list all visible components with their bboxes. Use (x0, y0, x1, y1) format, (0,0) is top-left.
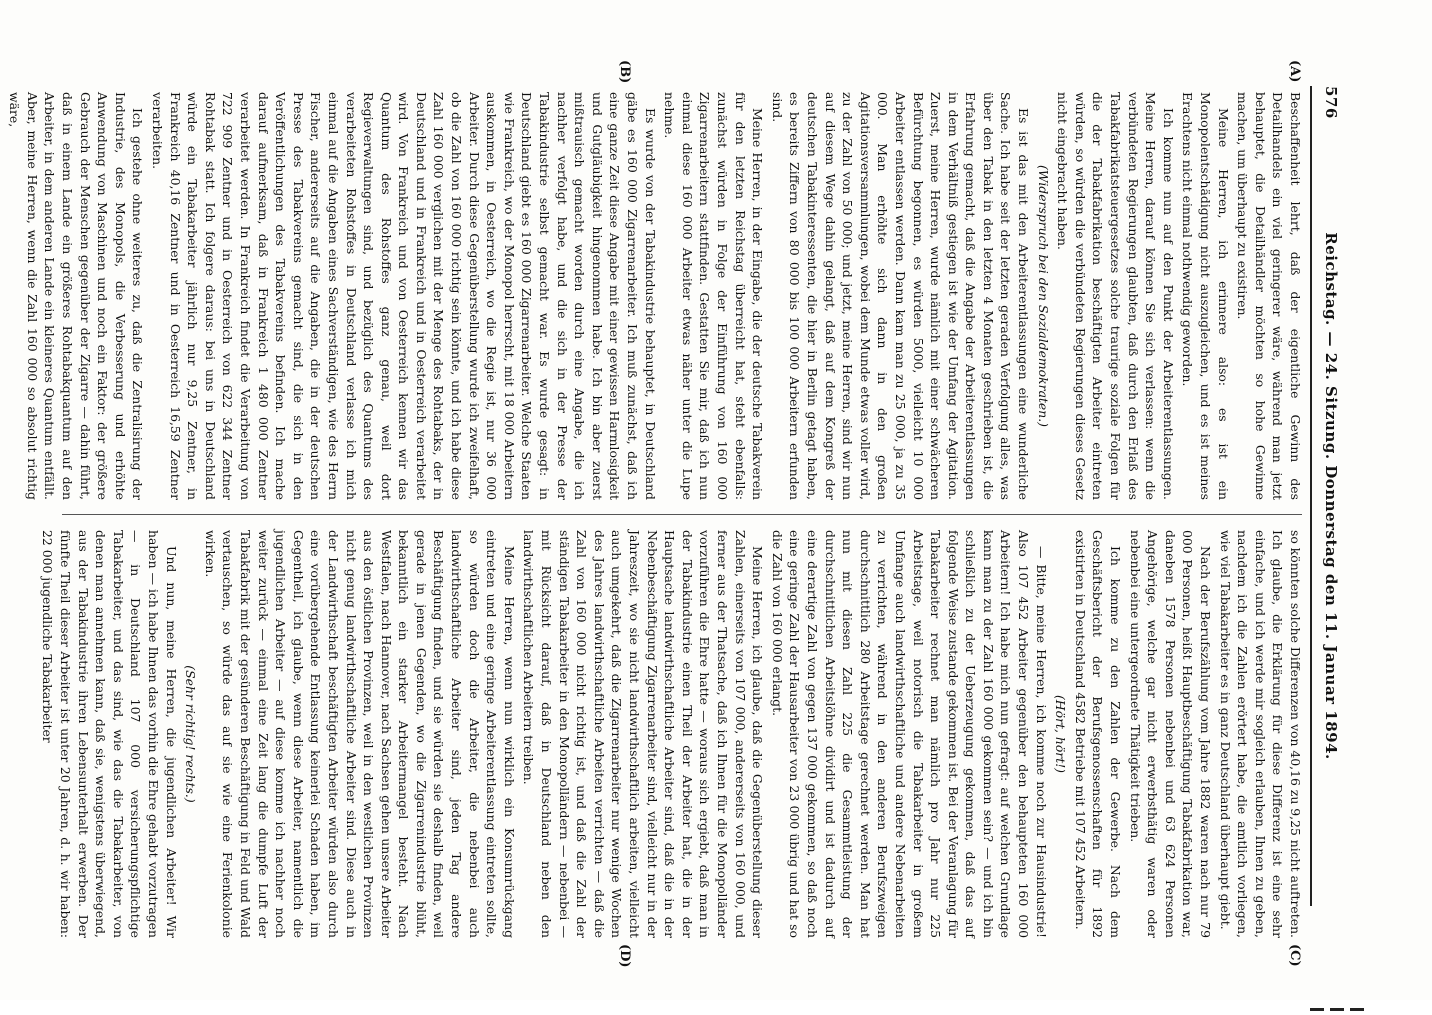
paragraph: Meine Herren, wenn nun wirklich ein Konsumrückgang eintreten und eine geringe Arbeiterentlassung eintreten sollte, so würden doch die Arbeiter, die nebenbei auch landwirthschaftliche Arbeiter sind, jeden Tag andere Beschäftigung finden, und sie würden sie deshalb finden, weil gerade in jenen Gegenden, wo die Zigarrenindustrie blüht, bekanntlich ein starker Arbeitermangel besteht. Nach Westfalen, nach Hannover, nach Sachsen gehen unsere Arbeiter aus den östlichen Provinzen, weil in den westlichen Provinzen nicht genug landwirthschaftliche Arbeiter sind. Diese auch in der Landwirthschaft beschäftigten Arbeiter würden also durch eine vorübergehende Entlassung keinerlei Schaden haben, im Gegentheil, ich glaube, wenn diese Arbeiter, namentlich die jugendlichen Arbeiter — auf diese komme ich nachher noch weiter zurück — einmal eine Zeit lang die dumpfe Luft der Tabakfabrik mit der gesünderen Beschäftigung in Feld und Wald vertauschen, so würde das auf sie wie eine Ferienkolonie wirken. (202, 530, 517, 938)
page-header (1310, 86, 1346, 906)
paragraph: Nach der Berufszählung vom Jahre 1882 waren nach nur 79 000 Personen, heißt Hauptbeschäftigung Tabakfabrikation war, daneben 1578 Personen nebenbei und 63 624 Personen Angehörige, welche gar nicht erwerbsthätig waren oder nebenbei eine untergeordnete Thätigkeit trieben. (1127, 530, 1214, 938)
page-number: 576 (1322, 86, 1340, 119)
paragraph: Und nun, meine Herren, die jugendlichen Arbeiter! Wir haben — ich habe Ihnen das vorhin die Ehre gehabt vorzutragen — in Deutschland 107 000 versicherungspflichtige Tabakarbeiter, und das sind, wie das die Tabakarbeiter, von denen man annehmen kann, daß sie, wenigstens überwiegend, aus der Tabakindustrie ihren Lebensunterhalt erwerben. Der fünfte Theil dieser Arbeiter ist unter 20 Jahren, d. h. wir haben: 22 000 jugendliche Tabakarbeiter (40, 530, 179, 938)
paragraph: Es ist das mit den Arbeiterentlassungen eine wunderliche Sache. Ich habe seit der letzten geraden Verfolgung alles, was über den Tabak in den letzten 4 Monaten geschrieben ist, die Erfahrung gemacht, daß die Angabe der Arbeiterentlassungen in dem Verhältniß gestiegen ist wie der Umfang der Agitation. Zuerst, meine Herren, wurde nämlich mit einer schwächeren Befürchtung begonnen, es würden 5000, vielleicht 10 000 Arbeiter entlassen werden. Dann kam man zu 25 000, ja zu 35 000. Man erhöhte sich dann in den großen Agitationsversammlungen, wobei dem Munde etwas voller wird, zu der Zahl von 50 000; und jetzt, meine Herren, sind wir nun auf diesem Wege dahin gelangt, daß auf dem Kongreß der deutschen Tabakinteressenten, die hier in Berlin getagt haben, es bereits Ziffern von 80 000 bis 100 000 Arbeitern erfunden sind. (769, 92, 1032, 500)
paragraph: Es wurde von der Tabakindustrie behauptet, in Deutschland gäbe es 160 000 Zigarrenarbeiter. Ich muß zunächst, daß ich eine ganze Zeit diese Angabe mit einer gewissen Harmlosigkeit und Gutgläubigkeit hingenommen habe. Ich bin aber zuerst mißtrauisch gemacht worden durch eine Angabe, die ich nachher verfolgt habe, und die sich in der Presse der Tabakindustrie selbst gemacht war. Es wurde gesagt: in Deutschland giebt es 160 000 Zigarrenarbeiter. Welche Staaten wie Frankreich, wo der Monopol herrscht, mit 18 000 Arbeitern auskommen, in Oesterreich, wo die Regie ist, nur 36 000 Arbeiter. Durch diese Gegenüberstellung wurde ich zweifelhaft, ob die Zahl von 160 000 richtig sein könnte, und ich habe diese Zahl 160 000 verglichen mit der Menge des Rohtabaks, der in Deutschland und in Frankreich und in Oesterreich verarbeitet wird. Von Frankreich und von Oesterreich kennen wir das Quantum des Rohstoffes ganz genau, weil dort Regieverwaltungen sind, und bezüglich des Quantums des verarbeiteten Rohstoffes in Deutschland verlasse ich mich einmal auf die Angaben eines Sachverständigen, wie des Herrn Fischer, andererseits auf die Angaben, die in der deutschen Presse des Tabakvereins gemacht sind, die sich in den Veröffentlichungen des Tabakvereins befinden. Ich mache darauf aufmerksam, daß in Frankreich 1 480 000 Zentner verarbeitet werden. In Frankreich findet die Verarbeitung von 722 909 Zentner und in Oesterreich von 622 344 Zentner Rohtabak statt. Ich folgere daraus: bei uns in Deutschland würde ein Tabakarbeiter jährlich nur 9,25 Zentner, in Frankreich 40,16 Zentner und in Oesterreich 16,59 Zentner verarbeiten. (150, 92, 658, 500)
paragraph: so könnten solche Differenzen von 40,16 zu 9,25 nicht auftreten. Ich glaube, die Erklärung für diese Differenz ist eine sehr einfache, und ich werde mir sogleich erlauben, Ihnen zu geben, nachdem ich die Zahlen erörtert habe, die amtlich vorliegen, wie viel Tabakarbeiter es in ganz Deutschland überhaupt giebt. (1217, 530, 1303, 938)
interjection: (Hört, hört!) (1053, 694, 1069, 774)
margin-mark-c: (C) (1287, 944, 1302, 967)
running-title: Reichstag. — 24. Sitzung. Donnerstag den 11. Januar 1894. (1322, 232, 1340, 760)
column-divider (62, 514, 1302, 515)
paragraph: Meine Herren, in der Eingabe, die der deutsche Tabakverein für den letzten Reichstag überreicht hat, steht ebenfalls: zunächst würden in Folge der Einführung von 160 000 Zigarrenarbeitern stattfinden. Gestatten Sie mir, daß ich nun einmal diese 160 000 Arbeiter etwas näher unter die Lupe nehme. (662, 92, 766, 500)
right-text-column (40, 530, 1304, 938)
paragraph: Meine Herren, ich erinnere also: es ist ein Monopolentschädigung nicht auszugleichen, und es ist meines Erachtens nicht einmal nothwendig geworden. (1180, 92, 1231, 500)
left-text-column (7, 92, 1304, 500)
margin-mark-d: (D) (617, 944, 632, 968)
scan-edge-marks (1310, 996, 1430, 1000)
interjection: (Sehr richtig! rechts.) (183, 665, 199, 803)
paragraph: — Bitte, meine Herren, ich komme noch zur Hausindustrie! Also 107 452 Arbeiter gegenüber den behaupteten 160 000 Arbeitern! Ich habe mich nun gefragt: auf welchen Grundlage kann man zu der Zahl 160 000 gekommen sein? — und ich bin schließlich zu der Ueberzeugung gekommen, daß das auf folgende Weise zustande gekommen ist. Bei der Veranlagung für Tabakarbeiter rechnet man nämlich pro Jahr nur 225 Arbeitstage, weil notorisch die Tabakarbeiter in großem Umfange auch landwirthschaftliche und andere Nebenarbeiten zu verrichten, während in den anderen Berufszweigen durchschnittlich 280 Arbeitstage gerechnet werden. Man hat nun mit diesen Zahl 225 die Gesammtleistung der durchschnittlichen Arbeitslöhne dividirt und ist dadurch auf eine derartige Zahl von gegen 137 000 gekommen, so daß noch eine geringe Zahl der Hausarbeiter von 23 000 übrig und hat so die Zahl von 160 000 erlangt. (769, 530, 1049, 938)
paragraph: Meine Herren, ich glaube, daß die Gegenüberstellung dieser Zahlen, einerseits von 107 000, andererseits von 160 000, und ferner aus der Thatsache, daß ich Ihnen für die Monopolländer vorzuführen die Ehre hatte — woraus sich ergiebt, daß man in der Tabakindustrie einen Theil der Arbeiter hat, die in der Hauptsache landwirthschaftliche Arbeiter sind, daß die in der Nebenbeschäftigung Zigarrenarbeiter sind, vielleicht nur in der Jahreszeit, wo sie nicht landwirthschaftlich arbeiten, vielleicht auch umgekehrt, daß die Zigarrenarbeiter nur wenige Wochen des Jahres landwirthschaftliche Arbeiten verrichten — daß die Zahl von 160 000 nicht richtig ist, und daß die Zahl der ständigen Tabakarbeiter in den Monopolländern — nebenbei — mit Rücksicht darauf, daß in Deutschland neben den landwirthschaftlichen Arbeitern treiben. (521, 530, 766, 938)
interjection: (Widerspruch bei den Sozialdemokraten.) (1035, 164, 1051, 428)
margin-mark-a: (A) (1287, 60, 1302, 83)
margin-mark-b: (B) (617, 60, 632, 84)
paragraph: Ich komme nun auf den Punkt der Arbeiterentlassungen. Meine Herren, darauf können Sie sich verlassen: wenn die verbündeten Regierungen glaubten, daß durch den Erlaß des Tabakfabrikatsteuergesetzes solche traurige soziale Folgen für die der Tabakfabrikation beschäftigten Arbeiter eintreten würden, so würden die verbündeten Regierungen dieses Gesetz nicht eingebracht haben. (1055, 92, 1176, 500)
paragraph: Ich gestehe ohne weiteres zu, daß die Zentralisirung der Industrie, des Monopols, die Verbesserung und erhöhte Anwendung von Maschinen und noch ein Faktor: der größere Gebrauch der Menschen gegenüber der Zigarre — dahin führt, daß in einem Lande ein größeres Rohtabakquantum auf den Arbeiter, in dem anderen Lande ein kleineres Quantum entfällt. Aber, meine Herren, wenn die Zahl 160 000 so absolut richtig wäre, (7, 92, 146, 500)
paragraph: Beschaffenheit lehrt, daß der eigentliche Gewinn des Detailhandels ein viel geringerer wäre, während man jetzt behauptet, die Detailhändler möchten so hohe Gewinne machen, um überhaupt zu existiren. (1235, 92, 1303, 500)
paragraph: Ich komme zu den Zahlen der Gewerbe. Nach dem Geschäftsbericht der Berufsgenossenschaften für 1892 existirten in Deutschland 4582 Betriebe mit 107 452 Arbeitern. (1072, 530, 1124, 938)
